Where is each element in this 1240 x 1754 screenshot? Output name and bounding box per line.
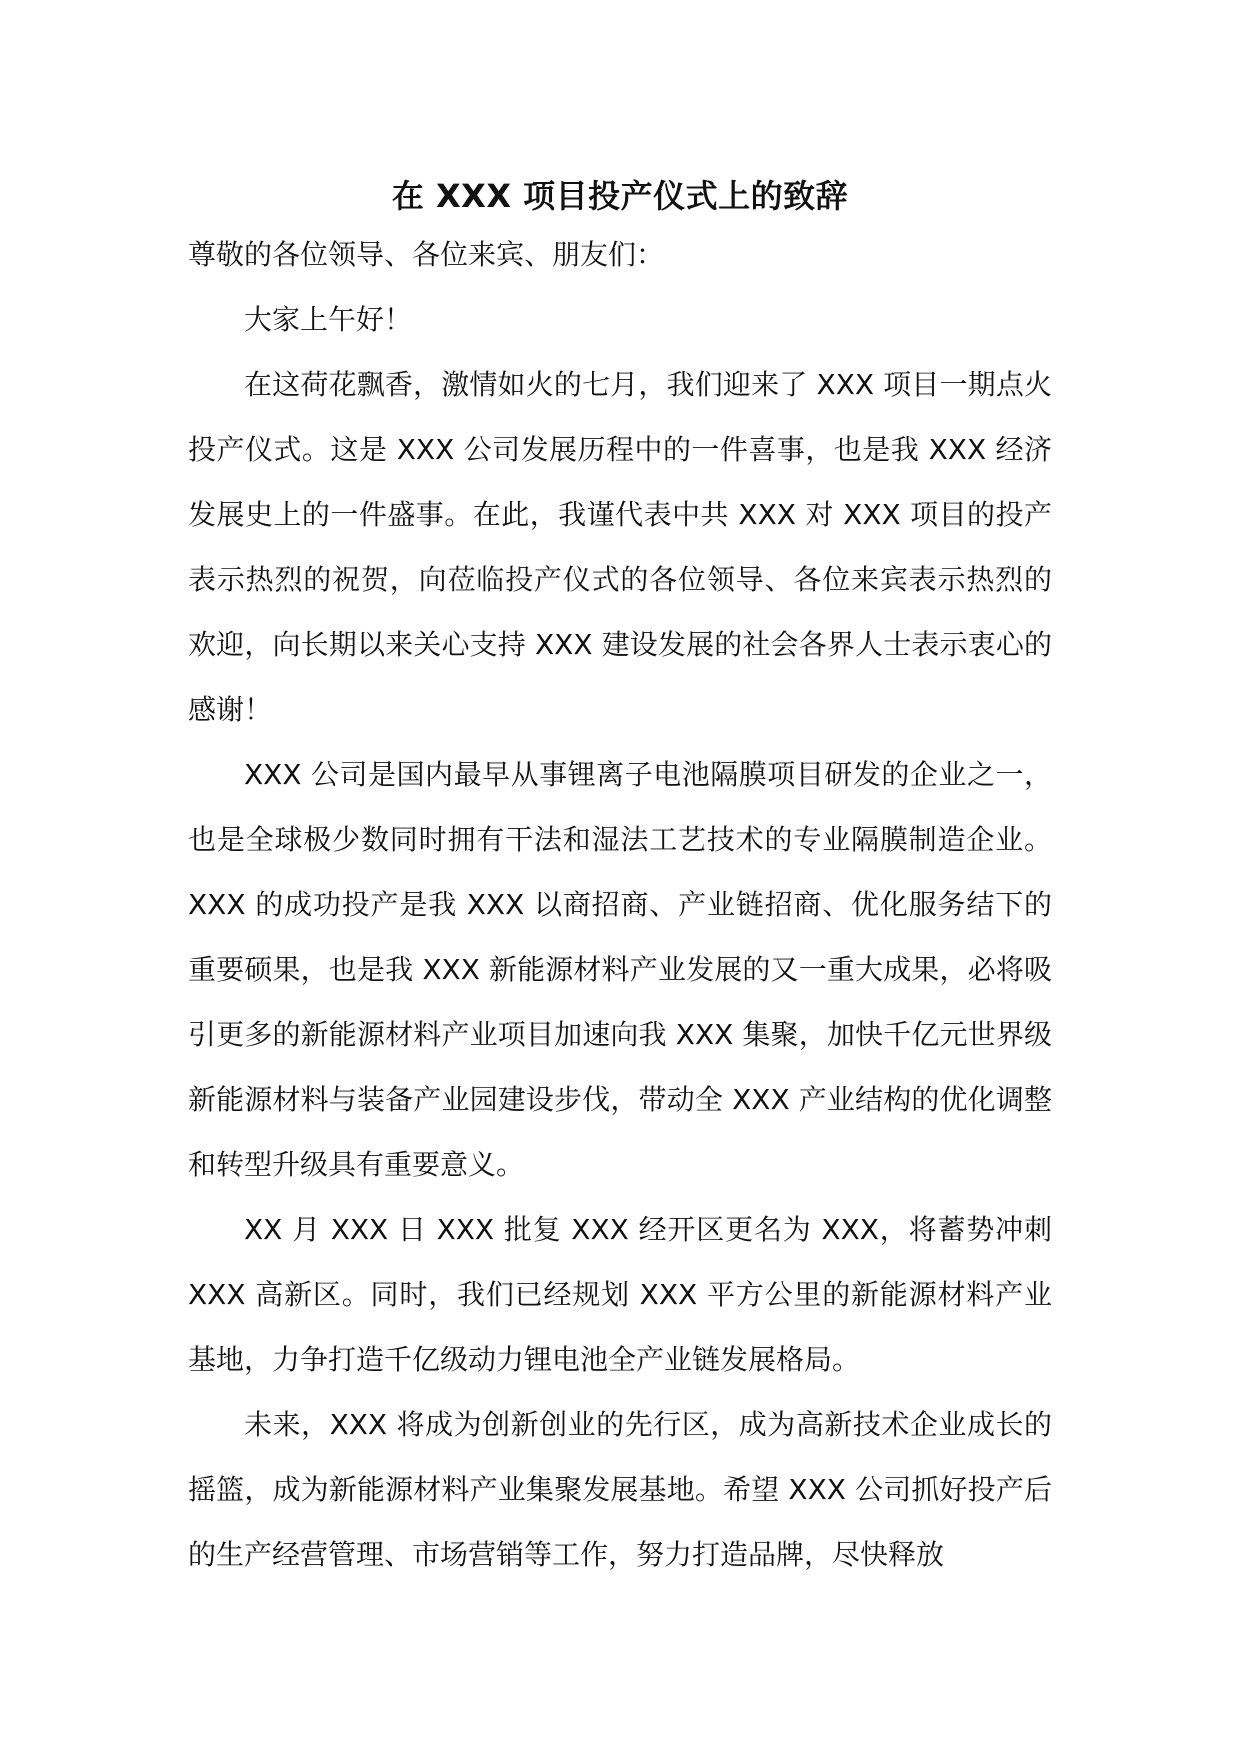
salutation: 尊敬的各位领导、各位来宾、朋友们： [188,238,665,271]
paragraph-greeting: 大家上午好！ [244,303,413,336]
document-page [188,172,1052,1587]
paragraph-3: XX 月 XXX 日 XXX 批复 XXX 经开区更名为 XXX，将蓄势冲刺 XXX 高新区。同时，我们已经规划 XXX 平方公里的新能源材料产业基地，力争打造千亿级动力锂电池全产业链发展格局。 [188,1213,1052,1376]
paragraph-2: XXX 公司是国内最早从事锂离子电池隔膜项目研发的企业之一，也是全球极少数同时拥有干法和湿法工艺技术的专业隔膜制造企业。XXX 的成功投产是我 XXX 以商招商、产业链招商、优化服务结下的重要硕果，也是我 XXX 新能源材料产业发展的又一重大成果，必将吸引更多的新能源材料产业项目加速向我 XXX 集聚，加快千亿元世界级新能源材料与装备产业园建设步伐，带动全 XXX 产业结构的优化调整和转型升级具有重要意义。 [188,758,1052,1181]
document-title: 在 XXX 项目投产仪式上的致辞 [391,177,849,215]
paragraph-4: 未来，XXX 将成为创新创业的先行区，成为高新技术企业成长的摇篮，成为新能源材料产业集聚发展基地。希望 XXX 公司抓好投产后的生产经营管理、市场营销等工作，努力打造品牌，尽快释放 [188,1408,1052,1571]
paragraph-1: 在这荷花飘香，激情如火的七月，我们迎来了 XXX 项目一期点火投产仪式。这是 XXX 公司发展历程中的一件喜事，也是我 XXX 经济发展史上的一件盛事。在此，我谨代表中共 XXX 对 XXX 项目的投产表示热烈的祝贺，向莅临投产仪式的各位领导、各位来宾表示热烈的欢迎，向长期以来关心支持 XXX 建设发展的社会各界人士表示衷心的感谢！ [188,368,1052,726]
